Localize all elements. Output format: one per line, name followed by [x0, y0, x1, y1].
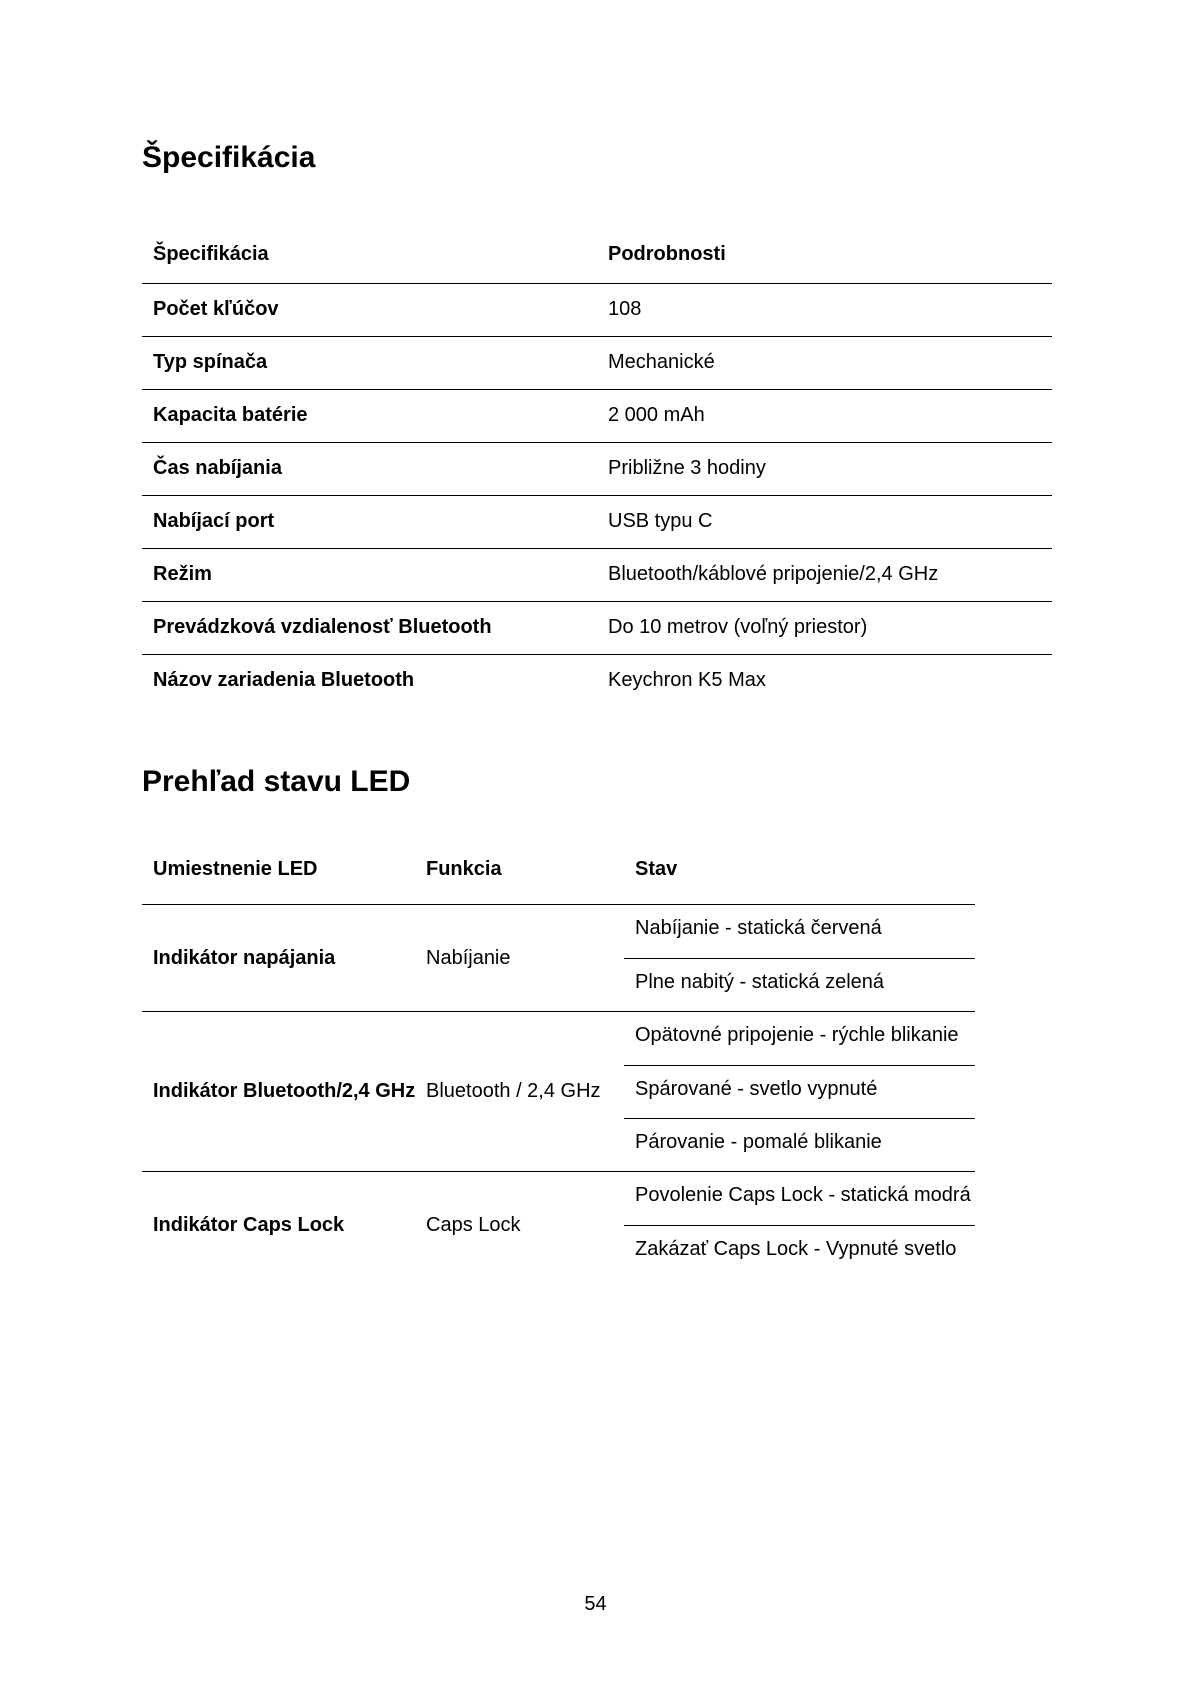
led-state: Plne nabitý - statická zelená: [624, 958, 975, 1011]
spec-label: Názov zariadenia Bluetooth: [153, 669, 415, 691]
led-states: [624, 905, 975, 1011]
spec-label: Počet kľúčov: [153, 298, 279, 320]
spec-header-col1: Špecifikácia: [153, 243, 269, 265]
spec-value: Keychron K5 Max: [608, 669, 766, 691]
spec-label: Nabíjací port: [153, 510, 275, 532]
table-row: [142, 548, 1052, 601]
led-function: Bluetooth / 2,4 GHz: [426, 1080, 601, 1102]
table-row: [142, 283, 1052, 336]
led-state: Opätovné pripojenie - rýchle blikanie: [635, 1024, 959, 1046]
spec-table-header: [142, 229, 1052, 283]
spec-value: 108: [608, 298, 642, 320]
spec-value: USB typu C: [608, 510, 713, 532]
spec-value: Približne 3 hodiny: [608, 457, 766, 479]
table-row: [142, 495, 1052, 548]
led-table-header: [142, 851, 975, 904]
led-group-caps-lock: [142, 1171, 975, 1278]
led-location: Indikátor napájania: [153, 946, 336, 969]
led-states: [624, 1012, 975, 1171]
spec-table: [142, 229, 1052, 707]
led-header-col1: Umiestnenie LED: [153, 858, 318, 880]
table-row: [142, 601, 1052, 654]
led-header-col2: Funkcia: [426, 858, 502, 880]
led-group-bluetooth: [142, 1011, 975, 1171]
page-number: 54: [584, 1593, 607, 1615]
led-state: Povolenie Caps Lock - statická modrá: [635, 1184, 971, 1206]
led-table: [142, 851, 975, 1278]
table-row: [142, 336, 1052, 389]
led-location: Indikátor Bluetooth/2,4 GHz: [153, 1080, 416, 1102]
spec-header-col2: Podrobnosti: [608, 243, 726, 265]
spec-value: Do 10 metrov (voľný priestor): [608, 616, 868, 638]
spec-value: 2 000 mAh: [608, 404, 705, 426]
led-state: Zakázať Caps Lock - Vypnuté svetlo: [624, 1225, 975, 1278]
led-states: [624, 1172, 975, 1278]
table-row: [142, 442, 1052, 495]
led-section-title: Prehľad stavu LED: [142, 765, 411, 798]
led-state: Nabíjanie - statická červená: [635, 917, 882, 939]
led-state: Párovanie - pomalé blikanie: [624, 1118, 975, 1171]
led-function: Caps Lock: [426, 1213, 521, 1236]
spec-label: Typ spínača: [153, 351, 268, 373]
spec-value: Mechanické: [608, 351, 715, 373]
spec-title: Špecifikácia: [142, 141, 316, 174]
spec-label: Čas nabíjania: [153, 457, 282, 479]
led-group-power: [142, 904, 975, 1011]
table-row: [142, 389, 1052, 442]
spec-label: Kapacita batérie: [153, 404, 308, 426]
led-function: Nabíjanie: [426, 946, 511, 969]
spec-value: Bluetooth/káblové pripojenie/2,4 GHz: [608, 563, 939, 585]
spec-label: Režim: [153, 563, 212, 585]
led-header-col3: Stav: [635, 858, 678, 880]
led-state: Spárované - svetlo vypnuté: [624, 1065, 975, 1118]
spec-label: Prevádzková vzdialenosť Bluetooth: [153, 616, 492, 638]
table-row: [142, 654, 1052, 707]
led-location: Indikátor Caps Lock: [153, 1213, 345, 1236]
